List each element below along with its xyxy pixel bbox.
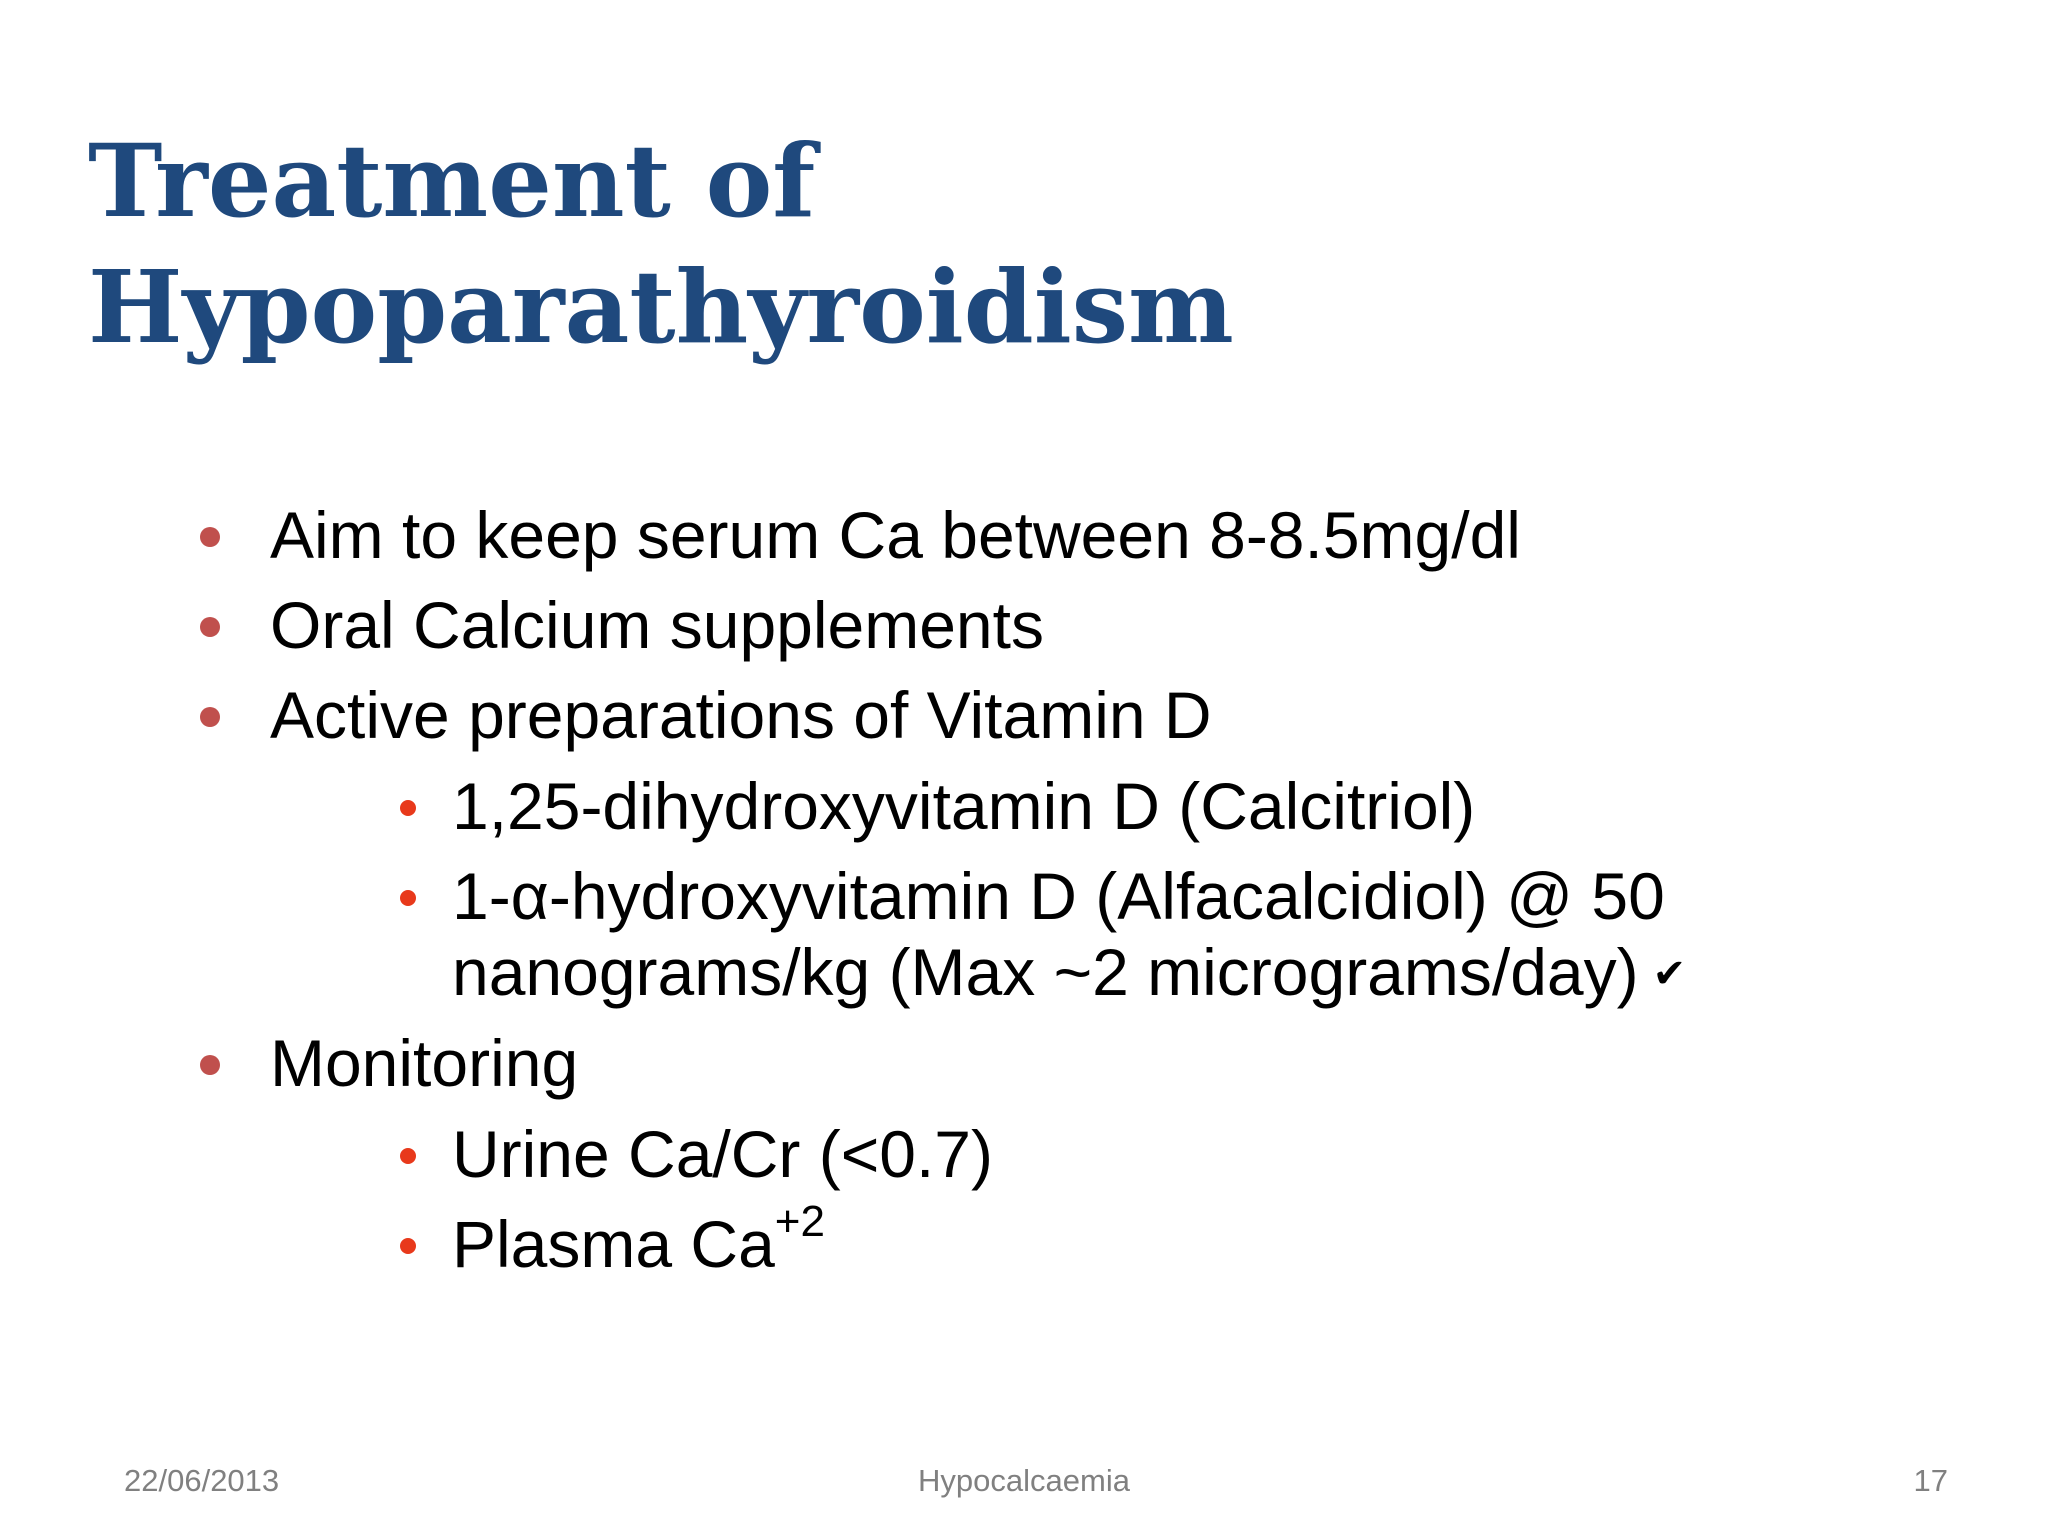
bullet-text-line-1: 1-α-hydroxyvitamin D (Alfacalcidiol) @ 50	[452, 859, 1665, 933]
bullet-item	[270, 677, 1212, 753]
bullet-text: Monitoring	[270, 1026, 579, 1100]
superscript-charge: +2	[774, 1197, 825, 1246]
bullet-dot-icon	[200, 1055, 220, 1075]
bullet-text: 1,25-dihydroxyvitamin D (Calcitriol)	[452, 769, 1476, 843]
bullet-dot-icon	[400, 1148, 416, 1164]
bullet-text: Oral Calcium supplements	[270, 588, 1044, 662]
sub-bullet-item	[452, 858, 1686, 1012]
sub-bullet-item	[452, 768, 1475, 844]
footer-date: 22/06/2013	[124, 1463, 280, 1498]
bullet-text-line-2	[452, 934, 1686, 1012]
bullet-dot-icon	[400, 1238, 416, 1254]
sub-bullet-item	[452, 1197, 825, 1282]
bullet-text-multiline	[452, 858, 1686, 1012]
bullet-text-base: Plasma Ca	[452, 1207, 775, 1281]
checkmark-icon: ✔	[1652, 951, 1687, 997]
bullet-item	[270, 1025, 578, 1101]
slide-title	[88, 118, 1388, 370]
bullet-item	[270, 497, 1521, 573]
bullet-text: Aim to keep serum Ca between 8-8.5mg/dl	[270, 498, 1521, 572]
bullet-dot-icon	[200, 527, 220, 547]
slide-title-line-2: Hypoparathyroidism	[88, 248, 1234, 366]
bullet-item	[270, 587, 1044, 663]
bullet-text: Active preparations of Vitamin D	[270, 678, 1212, 752]
footer-title: Hypocalcaemia	[918, 1463, 1130, 1498]
bullet-text	[452, 1197, 825, 1282]
footer-page-number: 17	[1913, 1463, 1948, 1498]
bullet-text-line-2-text: nanograms/kg (Max ~2 micrograms/day)	[452, 935, 1639, 1009]
bullet-dot-icon	[400, 800, 416, 816]
bullet-dot-icon	[200, 617, 220, 637]
slide-title-line-1: Treatment of	[88, 122, 816, 240]
sub-bullet-item	[452, 1116, 993, 1192]
bullet-dot-icon	[200, 707, 220, 727]
bullet-dot-icon	[400, 890, 416, 906]
bullet-text: Urine Ca/Cr (<0.7)	[452, 1117, 993, 1191]
